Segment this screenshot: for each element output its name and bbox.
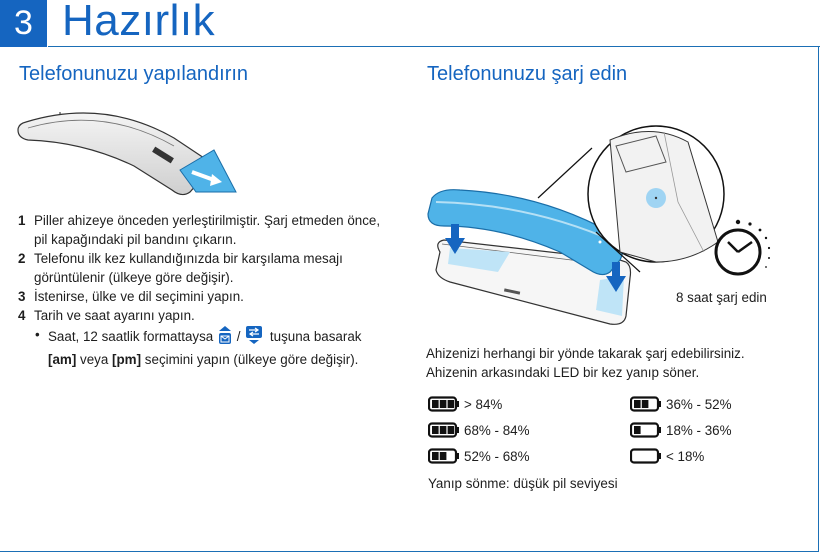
battery-level-label: > 84% — [464, 396, 503, 412]
step-item — [18, 306, 388, 325]
battery-medium-icon — [428, 448, 460, 464]
step-item — [18, 249, 388, 287]
battery-full-icon — [428, 396, 460, 412]
step-item — [18, 287, 388, 306]
battery-level-label: 68% - 84% — [464, 422, 530, 438]
step-item — [18, 211, 388, 249]
charging-description-line1: Ahizenizi herhangi bir yönde takarak şarj edebilirsiniz. — [426, 346, 745, 361]
battery-level-row — [630, 396, 732, 412]
battery-level-row — [630, 422, 732, 438]
battery-empty-icon — [630, 448, 662, 464]
setup-steps-list — [18, 211, 388, 369]
bullet-separator: / — [236, 329, 241, 345]
charge-time-label: 8 saat şarj edin — [676, 290, 767, 305]
am-option: [am] — [48, 352, 77, 367]
battery-level-row — [428, 448, 530, 464]
battery-level-label: 36% - 52% — [666, 396, 732, 412]
right-column-title: Telefonunuzu şarj edin — [427, 63, 628, 85]
battery-bar — [440, 452, 447, 460]
battery-level-row — [428, 396, 502, 412]
step-text: Telefonu ilk kez kullandığınızda bir karşılama mesajı görüntülenir (ülkeye göre değişir). — [34, 251, 343, 285]
battery-bar — [440, 426, 447, 434]
bullet-text-part2: tuşuna basarak — [269, 329, 362, 345]
section-number-badge: 3 — [0, 0, 47, 47]
battery-bar — [448, 400, 455, 408]
battery-level-label: 18% - 36% — [666, 422, 732, 438]
low-battery-note: Yanıp sönme: düşük pil seviyesi — [428, 476, 618, 491]
battery-level-row — [428, 422, 530, 438]
section-title: Hazırlık — [62, 0, 216, 45]
step-bullet — [18, 325, 388, 369]
step-number: 3 — [18, 289, 26, 304]
step-number: 4 — [18, 308, 26, 323]
charging-description-line2: Ahizenin arkasındaki LED bir kez yanıp söner. — [426, 365, 700, 380]
step-text: Tarih ve saat ayarını yapın. — [34, 308, 195, 323]
clock-icon — [708, 212, 776, 280]
step-number: 2 — [18, 251, 26, 266]
battery-bar — [432, 452, 439, 460]
battery-level-row — [630, 448, 704, 464]
battery-bar — [432, 426, 439, 434]
step-number: 1 — [18, 213, 26, 228]
left-column-title: Telefonunuzu yapılandırın — [19, 63, 249, 85]
step-text: İstenirse, ülke ve dil seçimini yapın. — [34, 289, 244, 304]
pm-option: [pm] — [112, 352, 142, 367]
battery-level-label: 52% - 68% — [464, 448, 530, 464]
charging-description — [426, 344, 806, 382]
battery-high-icon — [428, 422, 460, 438]
battery-medium-icon — [630, 396, 662, 412]
battery-level-label: < 18% — [666, 448, 705, 464]
battery-bar — [448, 426, 455, 434]
bullet-text-part1: Saat, 12 saatlik formattaysa — [48, 329, 214, 345]
battery-bar — [634, 400, 641, 408]
battery-low-icon — [630, 422, 662, 438]
battery-bar — [642, 400, 649, 408]
bullet-text-part3: seçimini yapın (ülkeye göre değişir). — [144, 352, 359, 367]
battery-bar — [634, 426, 641, 434]
redial-down-key-icon — [244, 325, 266, 350]
step-text: Piller ahizeye önceden yerleştirilmiştir. Şarj etmeden önce, pil kapağındaki pil bandını çıkarın. — [34, 213, 381, 247]
battery-bar — [440, 400, 447, 408]
bullet-text-or: veya — [80, 352, 109, 367]
handset-battery-tab-illustration — [14, 100, 244, 200]
menu-up-key-icon — [217, 325, 233, 350]
bullet-dot: • — [35, 327, 40, 342]
battery-bar — [432, 400, 439, 408]
